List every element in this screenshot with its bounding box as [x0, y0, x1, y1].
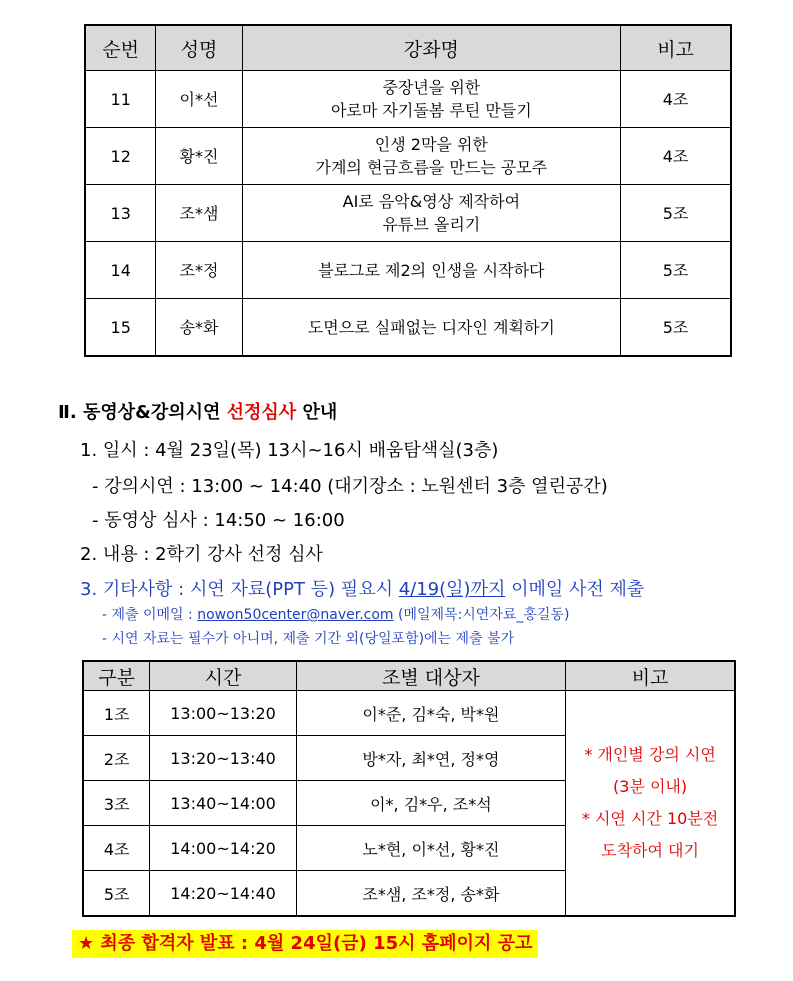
cell-members: 노*현, 이*선, 황*진: [296, 826, 565, 871]
cell-note: 5조: [621, 185, 731, 242]
section-title-highlight: 선정심사: [226, 402, 297, 423]
table-row: [85, 185, 731, 242]
course-line: 인생 2막을 위한: [374, 135, 488, 154]
cell-note: 5조: [621, 299, 731, 357]
remark-line: 도착하여 대기: [601, 841, 699, 860]
submission-note: - 시연 자료는 필수가 아니며, 제출 기간 외(당일포함)에는 제출 불가: [102, 631, 515, 647]
cell-name: 송*화: [156, 299, 242, 357]
cell-time: 14:00~14:20: [150, 826, 296, 871]
email-note-prefix: - 제출 이메일 :: [102, 607, 198, 623]
cell-time: 13:00~13:20: [150, 691, 296, 736]
header-course: 강좌명: [242, 25, 621, 71]
deadline-text: 4/19(일)까지: [398, 579, 506, 600]
header-members: 조별 대상자: [296, 661, 565, 691]
schedule-item: 1. 일시 : 4월 23일(목) 13시~16시 배움탐색실(3층): [80, 440, 499, 461]
remark-line: * 시연 시간 10분전: [581, 809, 719, 828]
cell-name: 황*진: [156, 128, 242, 185]
misc-item-prefix: 3. 기타사항 : 시연 자료(PPT 등) 필요시: [80, 579, 399, 600]
cell-members: 방*자, 최*연, 정*영: [296, 736, 565, 781]
cell-course: [242, 128, 621, 185]
header-note: 비고: [621, 25, 731, 71]
final-announcement: ★ 최종 합격자 발표 : 4월 24일(금) 15시 홈페이지 공고: [72, 930, 538, 958]
cell-name: 조*샘: [156, 185, 242, 242]
cell-no: 12: [85, 128, 156, 185]
cell-members: 이*, 김*우, 조*석: [296, 781, 565, 826]
table-header-row: [83, 661, 735, 691]
cell-note: 4조: [621, 71, 731, 128]
schedule-table: [82, 660, 736, 917]
email-note: [102, 604, 569, 624]
cell-no: 11: [85, 71, 156, 128]
cell-group: 1조: [83, 691, 150, 736]
table-header-row: [85, 25, 731, 71]
remark-line: * 개인별 강의 시연: [584, 745, 716, 764]
cell-group: 2조: [83, 736, 150, 781]
cell-note: 5조: [621, 242, 731, 299]
cell-time: 13:40~14:00: [150, 781, 296, 826]
cell-name: 이*선: [156, 71, 242, 128]
section-title-suffix: 안내: [296, 402, 338, 423]
content-item: 2. 내용 : 2학기 강사 선정 심사: [80, 544, 323, 565]
header-time: 시간: [150, 661, 296, 691]
cell-time: 13:20~13:40: [150, 736, 296, 781]
cell-group: 3조: [83, 781, 150, 826]
cell-members: 조*샘, 조*정, 송*화: [296, 871, 565, 917]
email-link[interactable]: nowon50center@naver.com: [197, 607, 394, 623]
course-line: AI로 음악&영상 제작하여: [342, 192, 521, 211]
cell-members: 이*준, 김*숙, 박*원: [296, 691, 565, 736]
cell-group: 5조: [83, 871, 150, 917]
section-title: [58, 398, 337, 424]
remark-line: (3분 이내): [612, 777, 688, 796]
cell-course: [242, 185, 621, 242]
course-line: 아로마 자기돌봄 루틴 만들기: [330, 101, 532, 120]
cell-remark: [566, 691, 735, 917]
course-line: 유튜브 올리기: [382, 215, 481, 234]
instructor-table: [84, 24, 732, 357]
cell-course: 도면으로 실패없는 디자인 계획하기: [242, 299, 621, 357]
cell-course: [242, 71, 621, 128]
video-review-item: - 동영상 심사 : 14:50 ~ 16:00: [92, 510, 345, 531]
header-group: 구분: [83, 661, 150, 691]
cell-no: 13: [85, 185, 156, 242]
cell-note: 4조: [621, 128, 731, 185]
email-note-suffix: (메일제목:시연자료_홍길동): [393, 607, 570, 623]
cell-name: 조*정: [156, 242, 242, 299]
cell-course: 블로그로 제2의 인생을 시작하다: [242, 242, 621, 299]
table-row: [85, 242, 731, 299]
header-no: 순번: [85, 25, 156, 71]
misc-item-suffix: 이메일 사전 제출: [505, 579, 645, 600]
cell-time: 14:20~14:40: [150, 871, 296, 917]
table-row: [85, 299, 731, 357]
table-row: [83, 691, 735, 736]
table-row: [85, 71, 731, 128]
cell-no: 15: [85, 299, 156, 357]
section-title-prefix: Ⅱ. 동영상&강의시연: [58, 402, 227, 423]
header-remark: 비고: [566, 661, 735, 691]
misc-item: [80, 575, 644, 601]
lecture-demo-item: - 강의시연 : 13:00 ~ 14:40 (대기장소 : 노원센터 3층 열린공간): [92, 476, 608, 497]
course-line: 가계의 현금흐름을 만드는 공모주: [315, 158, 548, 177]
cell-group: 4조: [83, 826, 150, 871]
course-line: 중장년을 위한: [382, 78, 481, 97]
header-name: 성명: [156, 25, 242, 71]
cell-no: 14: [85, 242, 156, 299]
table-row: [85, 128, 731, 185]
